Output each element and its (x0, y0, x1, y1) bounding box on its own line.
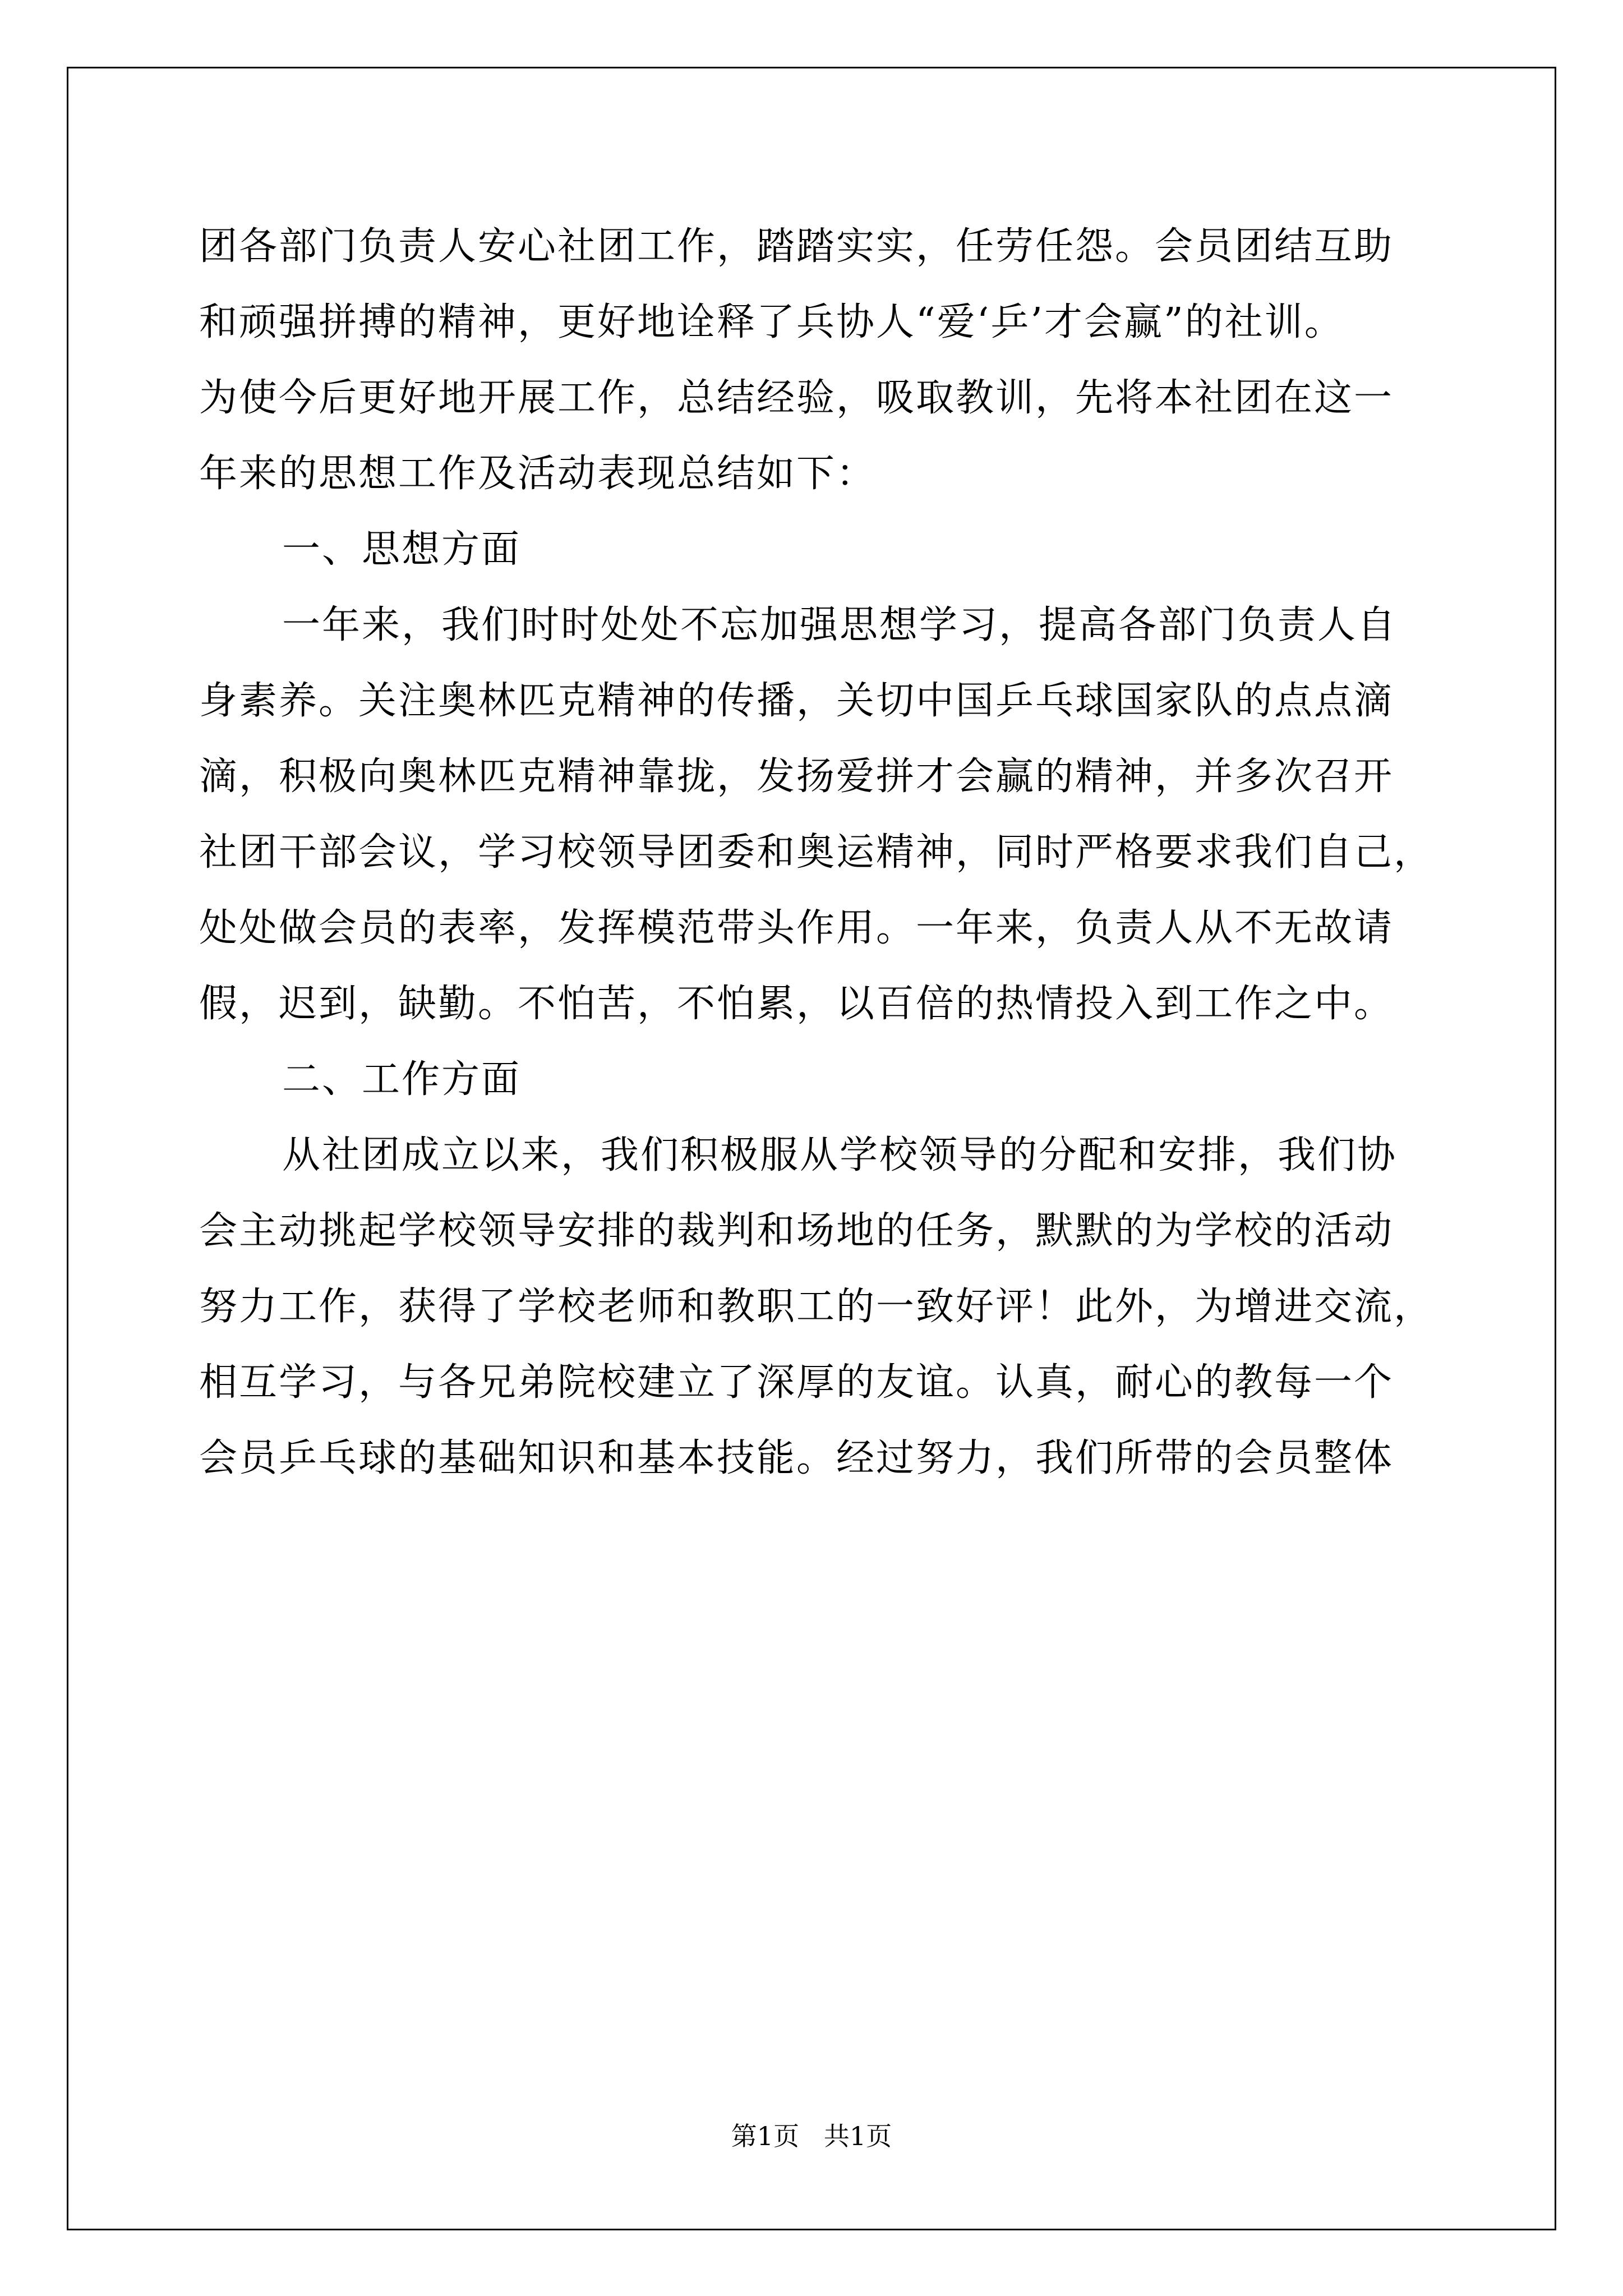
text-line-15: 努力工作，获得了学校老师和教职工的一致好评！此外，为增进交流， (199, 1285, 1434, 1329)
text-line-4: 年来的思想工作及活动表现总结如下： (199, 452, 877, 496)
text-line-2: 和顽强拼搏的精神，更好地诠释了兵协人“爱‘乒’才会赢”的社训。 (199, 300, 1344, 344)
section-heading-1: 一、思想方面 (282, 527, 522, 572)
text-line-3: 为使今后更好地开展工作，总结经验，吸取教训，先将本社团在这一 (199, 376, 1394, 420)
text-line-17: 会员乒乓球的基础知识和基本技能。经过努力，我们所带的会员整体 (199, 1436, 1394, 1480)
page-number-footer: 第1页 共1页 (731, 2121, 892, 2151)
text-line-8: 滴，积极向奥林匹克精神靠拢，发扬爱拼才会赢的精神，并多次召开 (199, 754, 1394, 799)
text-line-14: 会主动挑起学校领导安排的裁判和场地的任务，默默的为学校的活动 (199, 1209, 1394, 1253)
text-line-10: 处处做会员的表率，发挥模范带头作用。一年来，负责人从不无故请 (199, 906, 1394, 950)
section-heading-2: 二、工作方面 (282, 1057, 522, 1102)
text-line-13: 从社团成立以来，我们积极服从学校领导的分配和安排，我们协 (282, 1133, 1398, 1177)
text-line-9: 社团干部会议，学习校领导团委和奥运精神，同时严格要求我们自己， (199, 830, 1434, 875)
text-line-7: 身素养。关注奥林匹克精神的传播，关切中国乒乓球国家队的点点滴 (199, 679, 1394, 723)
text-line-16: 相互学习，与各兄弟院校建立了深厚的友谊。认真，耐心的教每一个 (199, 1360, 1394, 1405)
text-line-6: 一年来，我们时时处处不忘加强思想学习，提高各部门负责人自 (282, 603, 1398, 647)
text-line-11: 假，迟到，缺勤。不怕苦，不怕累，以百倍的热情投入到工作之中。 (199, 982, 1394, 1026)
text-line-1: 团各部门负责人安心社团工作，踏踏实实，任劳任怨。会员团结互助 (199, 224, 1394, 269)
